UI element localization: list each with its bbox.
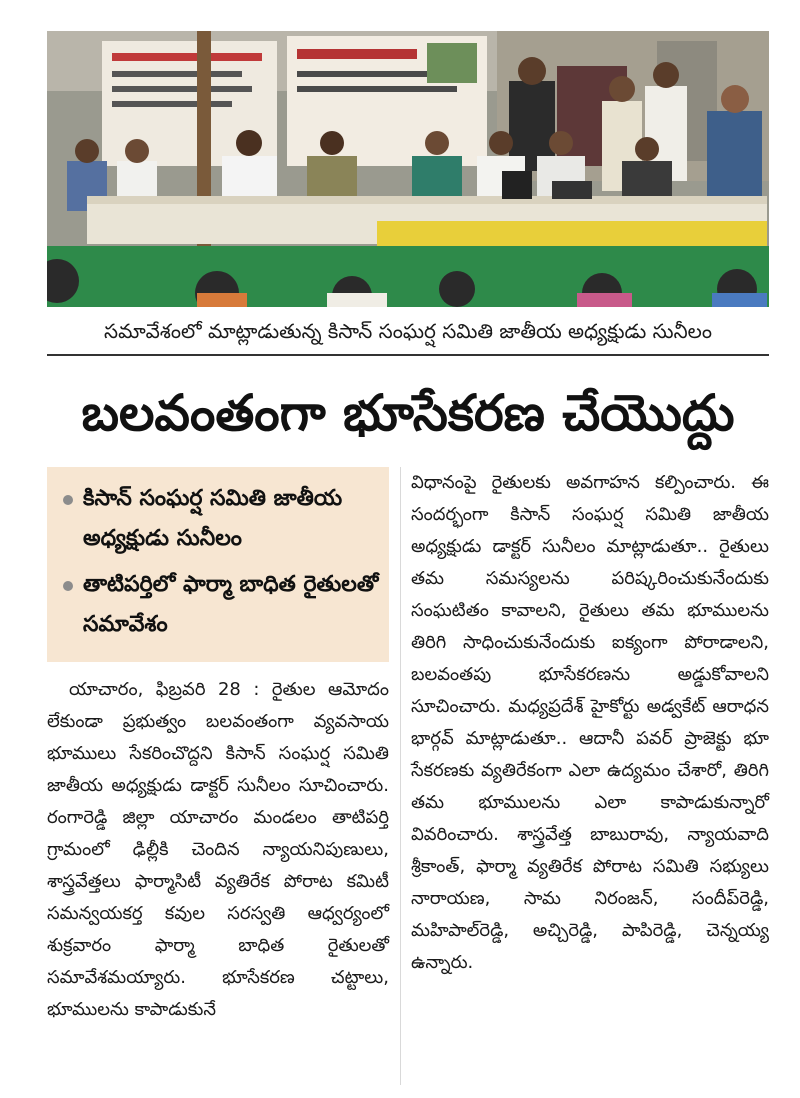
bullet-icon (63, 495, 73, 505)
article-headline: బలవంతంగా భూసేకరణ చేయొద్దు (81, 384, 735, 442)
meeting-photo (47, 31, 769, 307)
highlights-box (47, 467, 389, 662)
highlight-text: కిసాన్ సంఘర్ష సమితి జాతీయ అధ్యక్షుడు సునీలం (83, 486, 343, 551)
article-body-right-column: విధానంపై రైతులకు అవగాహన కల్పించారు. ఈ సందర్భంగా కిసాన్ సంఘర్ష సమితి జాతీయ అధ్యక్షుడు డాక్టర్ సునీలం మాట్లాడుతూ.. రైతులు తమ సమస్యలను పరిష్కరించుకునేందుకు సంఘటితం కావాలని, రైతులు తమ భూములను తిరిగి సాధించుకునేందుకు ఐక్యంగా పోరాడాలని, బలవంతపు భూసేకరణను అడ్డుకోవాలని సూచించారు. మధ్యప్రదేశ్ హైకోర్టు అడ్వకేట్ ఆరాధన భార్గవ్ మాట్లాడుతూ.. ఆదానీ పవర్ ప్రాజెక్టు భూ సేకరణకు వ్యతిరేకంగా ఎలా ఉద్యమం చేశారో, తిరిగి తమ భూములను ఎలా కాపాడుకున్నారో వివరించారు. శాస్త్రవేత్త బాబురావు, న్యాయవాది శ్రీకాంత్, ఫార్మా వ్యతిరేక పోరాట సమితి సభ్యులు నారాయణ, సామ నిరంజన్, సందీప్‌రెడ్డి, మహిపాల్‌రెడ్డి, అచ్చిరెడ్డి, పాపిరెడ్డి, చెన్నయ్య ఉన్నారు. (411, 472, 769, 973)
highlight-item (63, 479, 379, 559)
bullet-icon (63, 581, 73, 591)
column-divider (400, 467, 401, 1085)
highlight-item (63, 565, 379, 645)
highlight-text: తాటిపర్తిలో ఫార్మా బాధిత రైతులతో సమావేశం (83, 572, 379, 637)
caption-divider (47, 354, 769, 356)
article-body-left-column: యాచారం, ఫిబ్రవరి 28 : రైతుల ఆమోదం లేకుండా ప్రభుత్వం బలవంతంగా వ్యవసాయ భూములు సేకరించొద్దని కిసాన్ సంఘర్ష సమితి జాతీయ అధ్యక్షుడు డాక్టర్ సునీలం సూచించారు. రంగారెడ్డి జిల్లా యాచారం మండలం తాటిపర్తి గ్రామంలో ఢిల్లీకి చెందిన న్యాయనిపుణులు, శాస్త్రవేత్తలు ఫార్మాసిటీ వ్యతిరేక పోరాట కమిటీ సమన్వయకర్త కవుల సరస్వతి ఆధ్వర్యంలో శుక్రవారం ఫార్మా బాధిత రైతులతో సమావేశమయ్యారు. భూసేకరణ చట్టాలు, భూములను కాపాడుకునే (47, 679, 389, 1020)
photo-caption: సమావేశంలో మాట్లాడుతున్న కిసాన్ సంఘర్ష సమితి జాతీయ అధ్యక్షుడు సునీలం (104, 319, 712, 343)
